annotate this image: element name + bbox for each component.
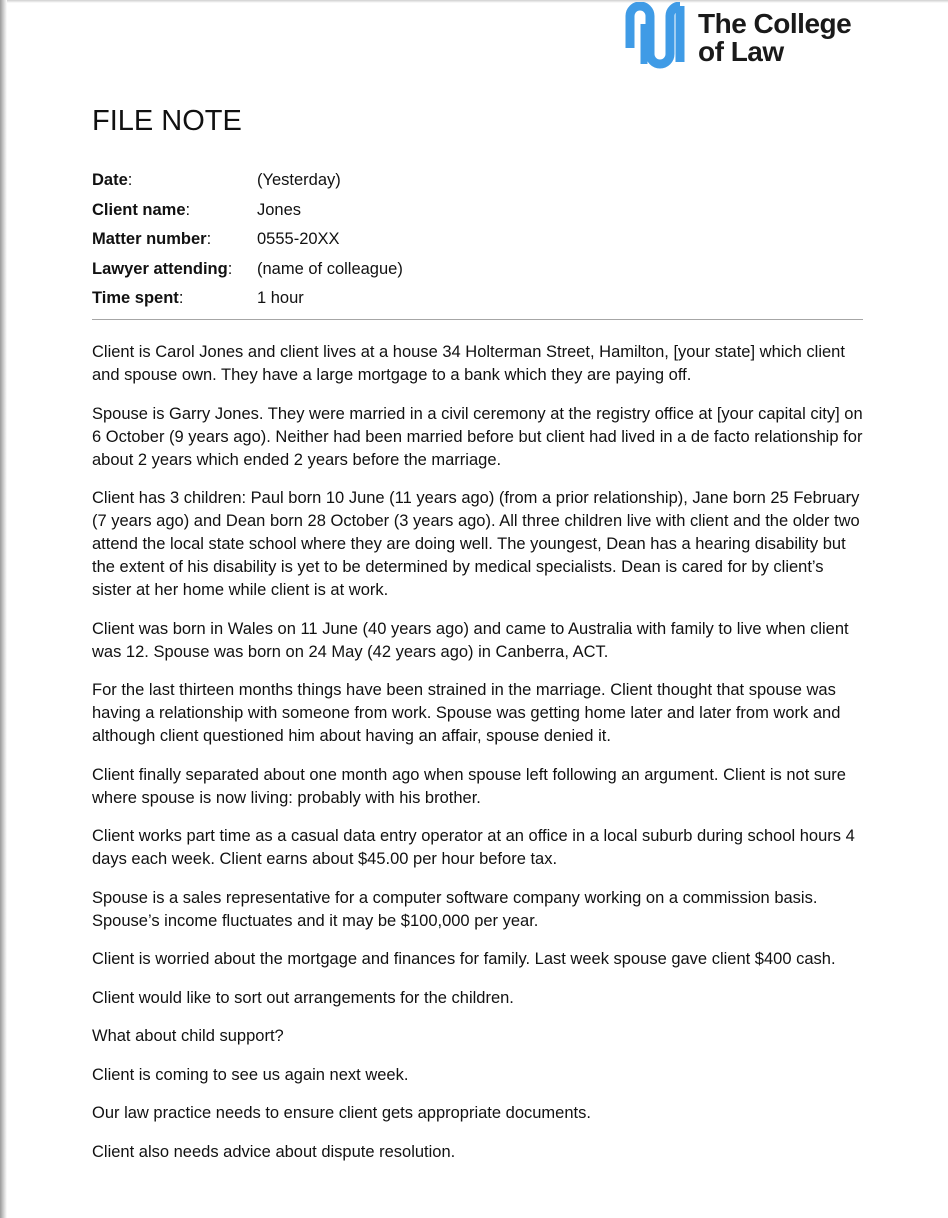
meta-label-time-spent: Time spent — [92, 289, 179, 307]
note-paragraph: Our law practice needs to ensure client gets appropriate documents. — [92, 1104, 591, 1122]
note-paragraph: Client finally separated about one month ago when spouse left following an argument. Client is not sure where spouse is now living: probably with his brother. — [92, 765, 846, 807]
meta-value-matter-number: 0555-20XX — [257, 230, 340, 248]
college-of-law-logo — [624, 2, 874, 70]
meta-value-client-name: Jones — [257, 200, 302, 219]
note-paragraph: Client works part time as a casual data entry operator at an office in a local suburb during school hours 4 days each week. Client earns about $45.00 per hour before tax. — [92, 827, 855, 868]
meta-label-date: Date — [92, 171, 128, 189]
file-note-details — [92, 168, 862, 316]
meta-value-lawyer-attending: (name of colleague) — [257, 259, 403, 278]
meta-label-lawyer-attending: Lawyer attending — [92, 259, 228, 278]
file-note-body — [92, 341, 867, 1179]
meta-row-date: Date: (Yesterday) — [92, 168, 862, 198]
college-logo-icon — [624, 2, 688, 70]
meta-label-matter-number: Matter number — [92, 230, 207, 248]
note-paragraph: Client is worried about the mortgage and finances for family. Last week spouse gave client $400 cash. — [92, 950, 836, 968]
header-divider — [92, 319, 863, 320]
meta-row-lawyer-attending: Lawyer attending: (name of colleague) — [92, 257, 862, 287]
note-paragraph: Client would like to sort out arrangements for the children. — [92, 988, 514, 1007]
note-paragraph: Client is Carol Jones and client lives at a house 34 Holterman Street, Hamilton, [your state] which client and spouse own. They have a large mortgage to a bank which they are paying off. — [92, 343, 845, 384]
note-paragraph: Client has 3 children: Paul born 10 June (11 years ago) (from a prior relationship), Jane born 25 February (7 years ago) and Dean born 28 October (3 years ago). All three children live with client and the older two attend the local state school where they are doing well. The youngest, Dean has a hearing disability but the extent of his disability is yet to be determined by medical specialists. Dean is cared for by client’s sister at her home while client is at work. — [92, 489, 860, 599]
note-paragraph: Spouse is a sales representative for a computer software company working on a commission basis. Spouse’s income fluctuates and it may be $100,000 per year. — [92, 888, 818, 930]
note-paragraph: Client is coming to see us again next week. — [92, 1065, 409, 1084]
meta-value-time-spent: 1 hour — [257, 289, 304, 307]
page-left-edge — [0, 0, 7, 1218]
document-title: FILE NOTE — [92, 105, 242, 137]
note-paragraph: What about child support? — [92, 1027, 284, 1045]
note-paragraph: For the last thirteen months things have been strained in the marriage. Client thought that spouse was having a relationship with someone from work. Spouse was getting home later and later from work and although client questioned him about having an affair, spouse denied it. — [92, 681, 841, 745]
meta-row-client-name: Client name: Jones — [92, 198, 862, 228]
logo-line-2: of Law — [698, 36, 784, 67]
meta-value-date: (Yesterday) — [257, 171, 341, 189]
logo-wordmark — [698, 10, 851, 66]
note-paragraph: Client also needs advice about dispute resolution. — [92, 1142, 456, 1161]
meta-row-time-spent: Time spent: 1 hour — [92, 286, 862, 316]
meta-row-matter-number: Matter number: 0555-20XX — [92, 227, 862, 257]
note-paragraph: Spouse is Garry Jones. They were married in a civil ceremony at the registry office at [your capital city] on 6 October (9 years ago). Neither had been married before but client had lived in a de facto relationship for about 2 years which ended 2 years before the marriage. — [92, 404, 863, 469]
logo-line-1: The College — [698, 8, 852, 39]
meta-label-client-name: Client name — [92, 200, 186, 219]
note-paragraph: Client was born in Wales on 11 June (40 years ago) and came to Australia with family to live when client was 12. Spouse was born on 24 May (42 years ago) in Canberra, ACT. — [92, 619, 849, 661]
